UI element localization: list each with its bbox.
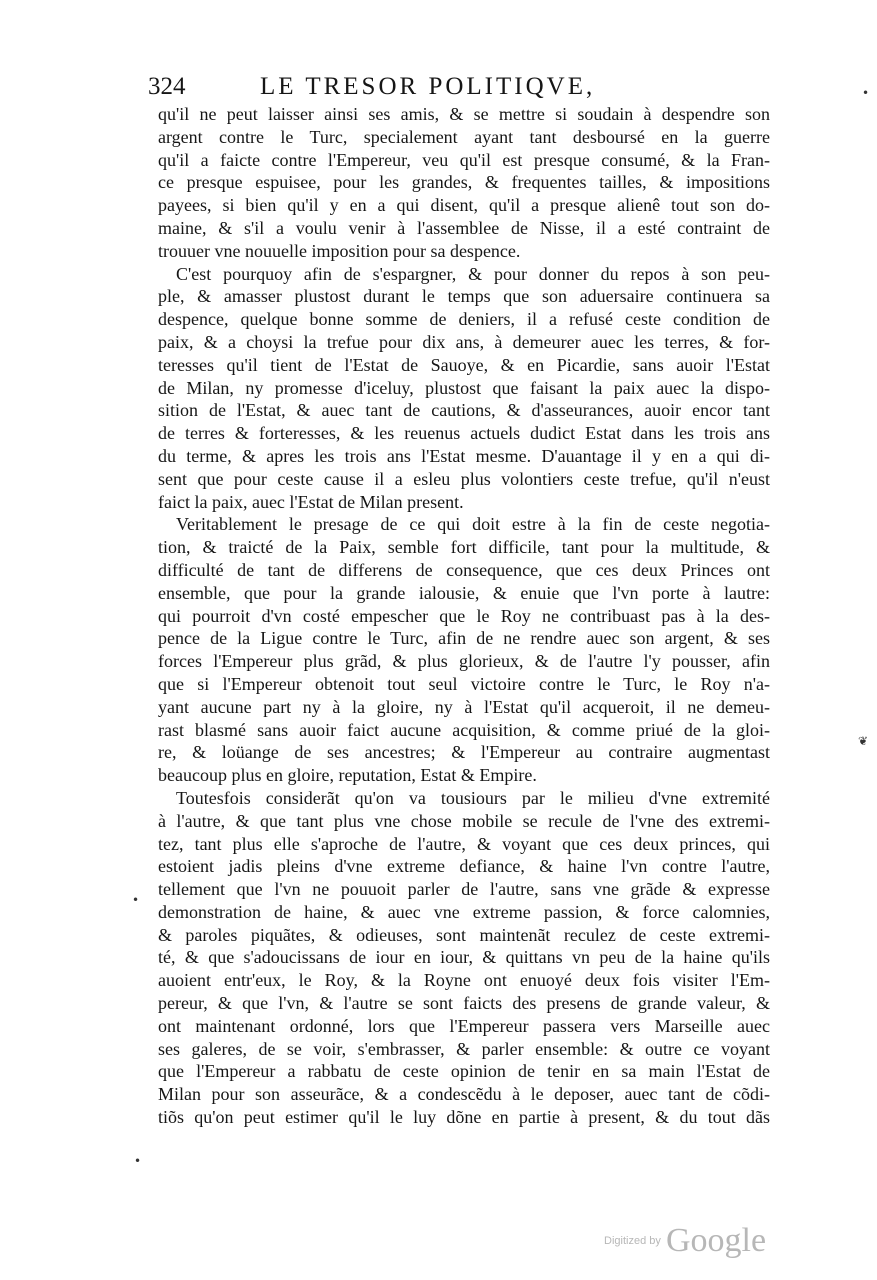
margin-mark: ❦ xyxy=(858,734,869,748)
text-line: que l'Empereur a rabbatu de ceste opinion de tenir en sa main l'Estat de xyxy=(158,1061,770,1082)
text-line: re, & loüange de ses ancestres; & l'Empereur au contraire augmentast xyxy=(158,742,770,763)
text-line: sent que pour ceste cause il a esleu plus volontiers ceste trefue, qu'il n'eust xyxy=(158,468,770,489)
text-line: pereur, & que l'vn, & l'autre se sont faicts des presens de grande valeur, & xyxy=(158,993,770,1014)
text-line: forces l'Empereur plus grãd, & plus glorieux, & de l'autre l'y pousser, afin xyxy=(158,651,770,672)
text-line: maine, & s'il a voulu venir à l'assemblee de Nisse, il a esté contraint de xyxy=(158,217,770,238)
body-text xyxy=(158,103,770,1129)
text-line: qu'il ne peut laisser ainsi ses amis, & se mettre si soudain à despendre son xyxy=(158,104,770,124)
text-line: ple, & amasser plustost durant le temps que son aduersaire continuera sa xyxy=(158,286,770,307)
text-line: tiõs qu'on peut estimer qu'il le luy dõne en partie à present, & du tout dãs xyxy=(158,1107,770,1128)
text-line: difficulté de tant de differens de consequence, que ces deux Princes ont xyxy=(158,559,770,580)
text-line: despence, quelque bonne somme de deniers, il a refusé ceste condition de xyxy=(158,309,770,330)
text-line: tion, & traicté de la Paix, semble fort difficile, tant pour la multitude, & xyxy=(158,537,770,558)
text-line: de Milan, ny promesse d'iceluy, plustost que faisant la paix auec la dispo- xyxy=(158,377,770,398)
margin-mark: • xyxy=(132,893,140,907)
google-logo: Google xyxy=(665,1222,767,1259)
text-line: teresses qu'il tient de l'Estat de Sauoye, & en Picardie, sans auoir l'Estat xyxy=(158,354,770,375)
text-line: té, & que s'adoucissans de iour en iour, & quittans vn peu de la haine qu'ils xyxy=(158,947,770,968)
text-line: Veritablement le presage de ce qui doit estre à la fin de ceste negotia- xyxy=(176,514,770,535)
digitized-watermark xyxy=(604,1222,766,1262)
text-line: ses galeres, de se voir, s'embrasser, & parler ensemble: & outre ce voyant xyxy=(158,1038,770,1059)
text-line: rast blasmé sans auoir faict aucune acquisition, & comme priué de la gloi- xyxy=(158,719,770,740)
text-line: argent contre le Turc, specialement ayant tant desboursé en la guerre xyxy=(158,126,770,147)
text-line: yant aucune part ny à la gloire, ny à l'Estat qu'il acqueroit, il ne demeu- xyxy=(158,696,770,717)
text-line: tez, tant plus elle s'aproche de l'autre, & voyant que ces deux princes, qui xyxy=(158,833,770,854)
text-line: à l'autre, & que tant plus vne chose mobile se recule de l'vne des extremi- xyxy=(158,810,770,831)
text-line: estoient jadis pleins d'vne extreme defiance, & haine l'vn contre l'autre, xyxy=(158,856,770,877)
text-line: beaucoup plus en gloire, reputation, Estat & Empire. xyxy=(158,765,537,786)
text-line: faict la paix, auec l'Estat de Milan present. xyxy=(158,491,464,512)
text-line: du terme, & apres les trois ans l'Estat mesme. D'auantage il y en a qui di- xyxy=(158,445,770,466)
text-line: ont maintenant ordonné, lors que l'Empereur passera vers Marseille auec xyxy=(158,1015,770,1036)
margin-mark: • xyxy=(862,86,870,100)
text-line: que si l'Empereur obtenoit tout seul victoire contre le Turc, le Roy n'a- xyxy=(158,673,770,694)
text-line: pence de la Ligue contre le Turc, afin de ne rendre auec son argent, & ses xyxy=(158,628,770,649)
text-line: trouuer vne nouuelle imposition pour sa despence. xyxy=(158,240,521,261)
margin-mark: • xyxy=(134,1154,142,1168)
text-line: tellement que l'vn ne pouuoit parler de l'autre, sans vne grãde & expresse xyxy=(158,879,770,900)
text-line: Milan pour son asseurãce, & a condescẽdu à le deposer, auec tant de cõdi- xyxy=(158,1084,770,1105)
digitized-by-label: Digitized by xyxy=(604,1235,661,1247)
text-line: qu'il a faicte contre l'Empereur, veu qu'il est presque consumé, & la Fran- xyxy=(158,149,770,170)
text-line: ce presque espuisee, pour les grandes, & frequentes tailles, & impositions xyxy=(158,172,770,193)
text-line: C'est pourquoy afin de s'espargner, & pour donner du repos à son peu- xyxy=(176,263,770,284)
text-line: qui pourroit d'vn costé empescher que le Roy ne contribuast pas à la des- xyxy=(158,605,770,626)
text-line: sition de l'Estat, & auec tant de cautions, & d'asseurances, auoir encor tant xyxy=(158,400,770,421)
running-header xyxy=(148,72,788,102)
running-title: LE TRESOR POLITIQVE, xyxy=(260,73,596,100)
text-line: auoient entr'eux, le Roy, & la Royne ont enuoyé deux fois visiter l'Em- xyxy=(158,970,770,991)
page-number: 324 xyxy=(148,73,186,100)
text-line: demonstration de haine, & auec vne extreme passion, & force calomnies, xyxy=(158,901,770,922)
text-line: de terres & forteresses, & les reuenus actuels dudict Estat dans les trois ans xyxy=(158,423,770,444)
text-line: & paroles piquãtes, & odieuses, sont maintenãt reculez de ceste extremi- xyxy=(158,924,770,945)
text-line: ensemble, que pour la grande ialousie, & enuie que l'vn porte à lautre: xyxy=(158,582,770,603)
text-line: Toutesfois considerãt qu'on va tousiours par le milieu d'vne extremité xyxy=(176,787,770,808)
text-line: paix, & a choysi la trefue pour dix ans, à demeurer auec les terres, & for- xyxy=(158,331,770,352)
text-line: payees, si bien qu'il y en a qui disent, qu'il a presque alienê tout son do- xyxy=(158,195,770,216)
